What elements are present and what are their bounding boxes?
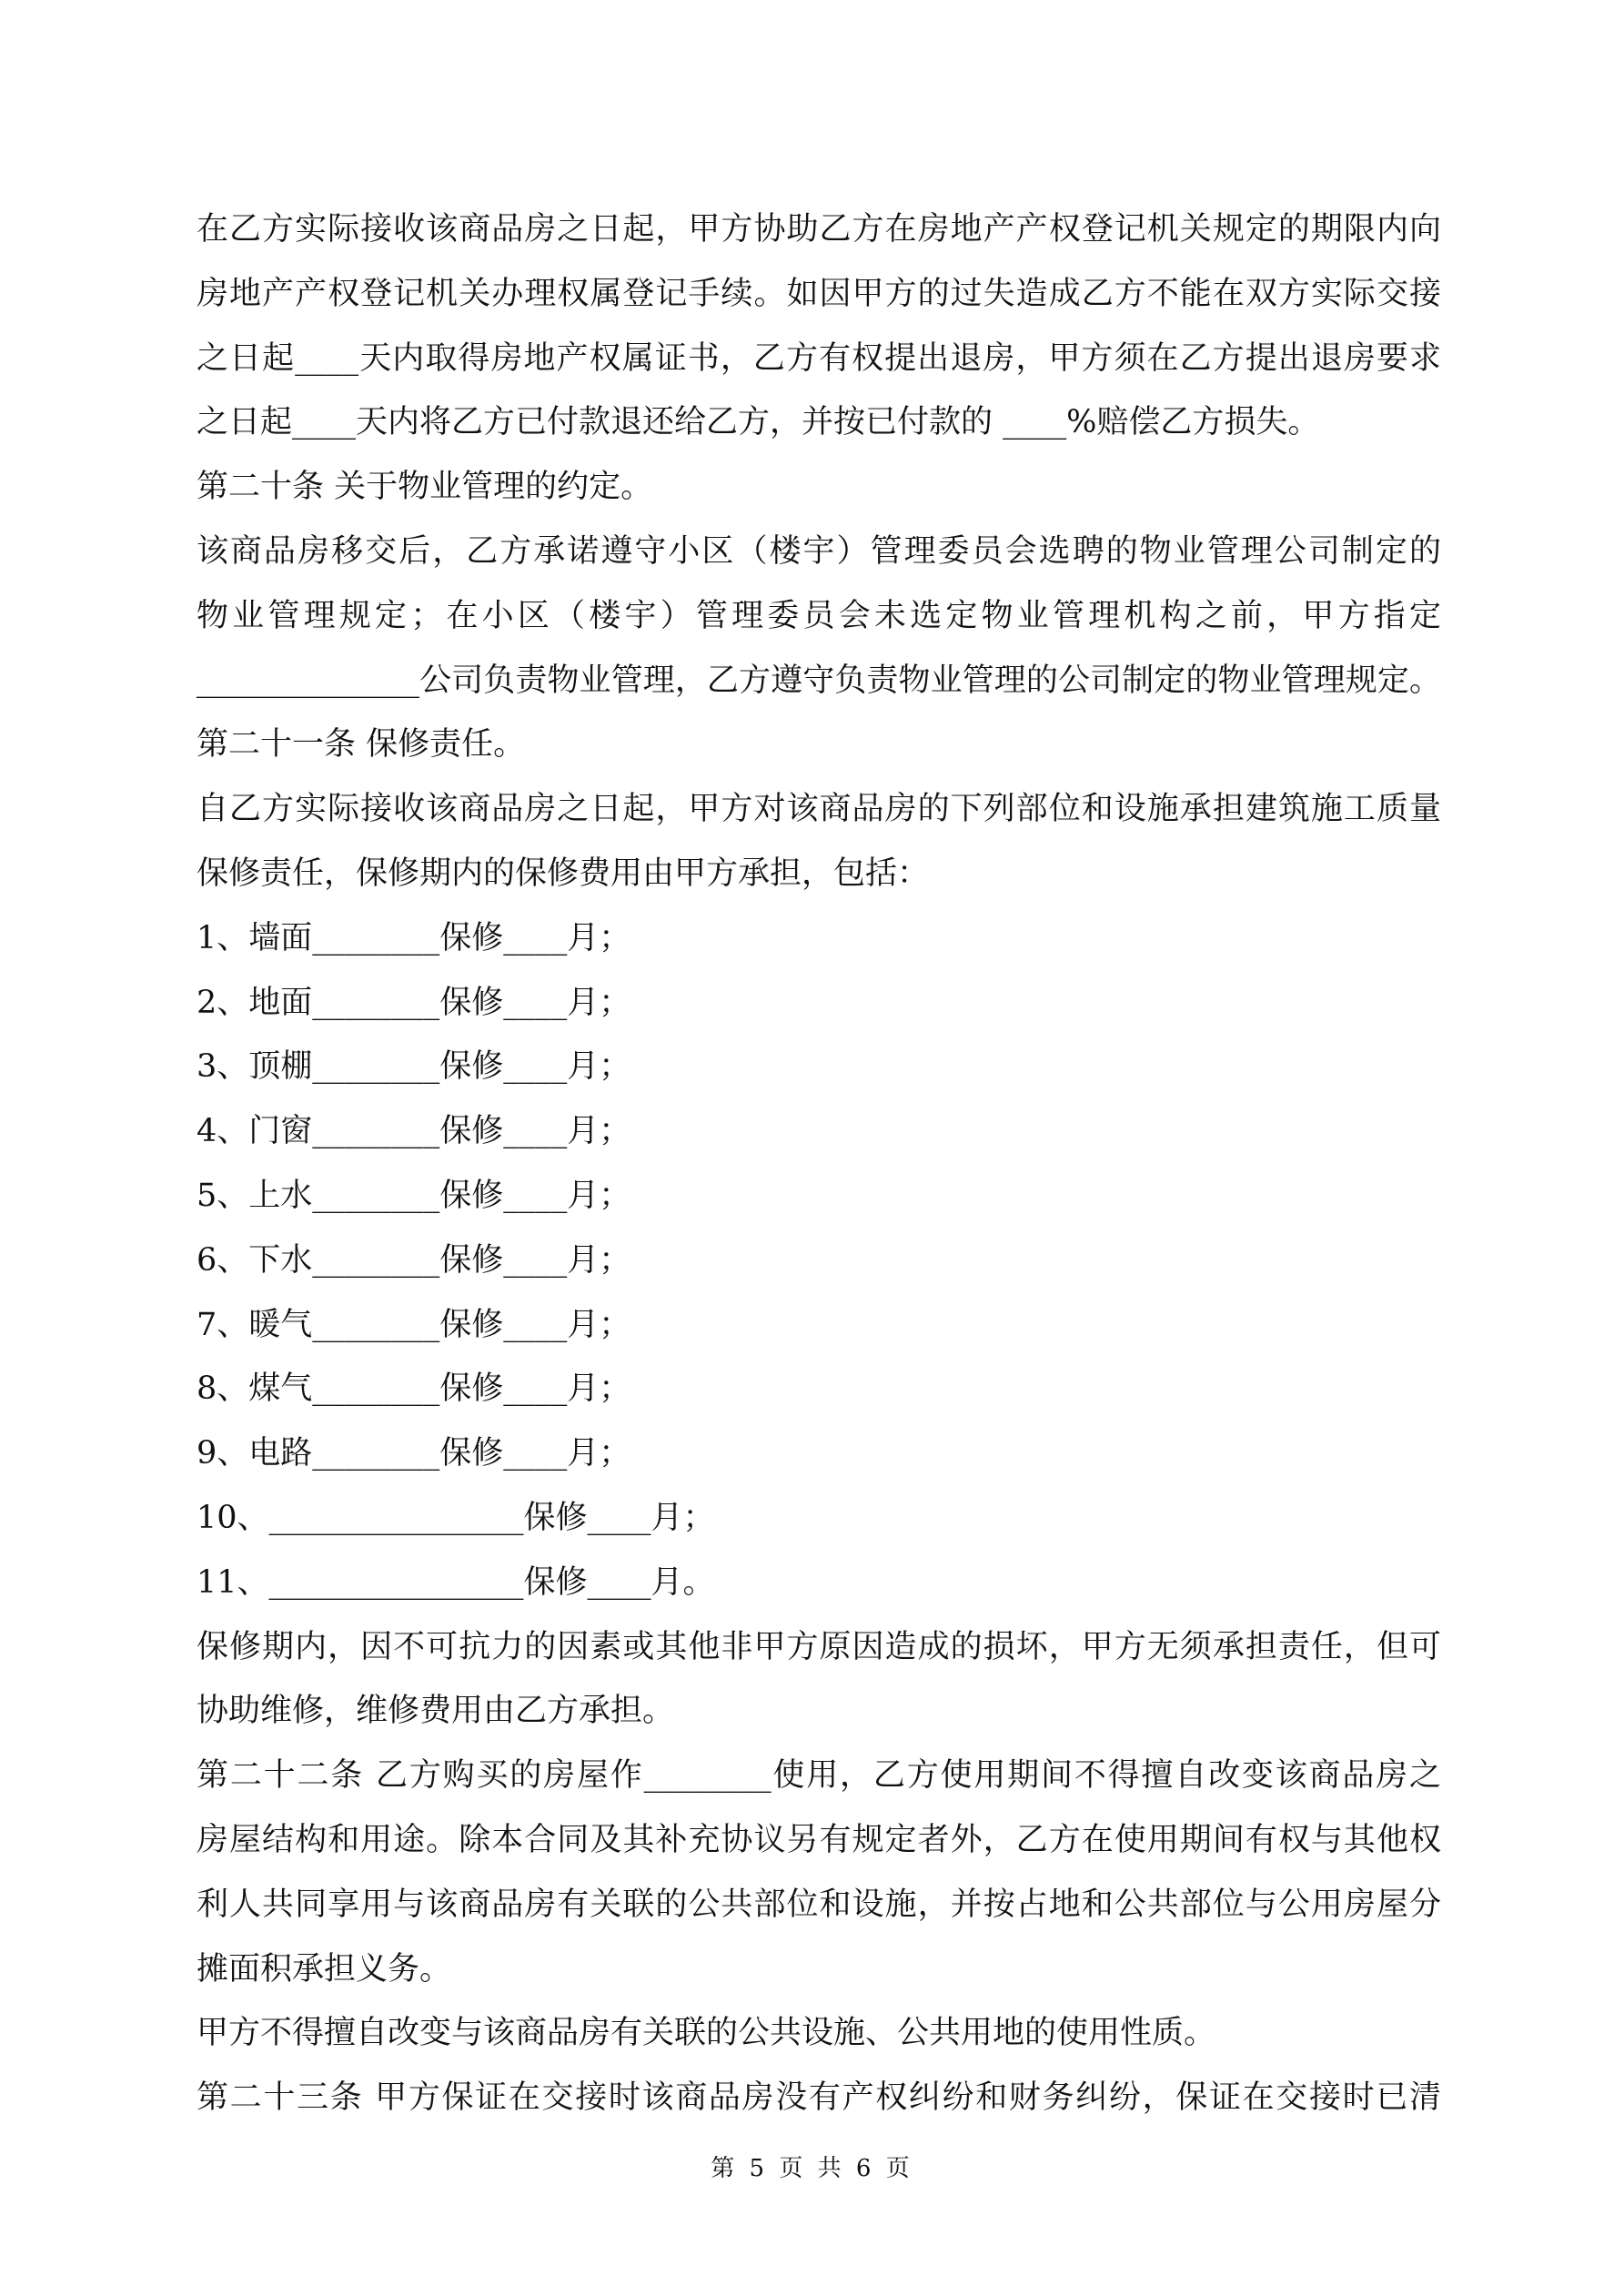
text-line: 该商品房移交后，乙方承诺遵守小区（楼宇）管理委员会选聘的物业管理公司制定的 (197, 533, 1441, 570)
text-line: 之日起____天内将乙方已付款退还给乙方，并按已付款的 ____%赔偿乙方损失。 (197, 404, 1320, 441)
text-line: 房地产产权登记机关办理权属登记手续。如因甲方的过失造成乙方不能在双方实际交接 (197, 275, 1441, 312)
text-line: 之日起____天内取得房地产权属证书，乙方有权提出退房，甲方须在乙方提出退房要求 (197, 339, 1441, 377)
text-line: 3、顶棚________保修____月； (197, 1048, 631, 1086)
text-line: 保修责任，保修期内的保修费用由甲方承担，包括： (197, 855, 930, 892)
text-line: 1、墙面________保修____月； (197, 919, 631, 956)
page-footer: 第 5 页 共 6 页 (711, 2155, 913, 2182)
text-line: 自乙方实际接收该商品房之日起，甲方对该商品房的下列部位和设施承担建筑施工质量 (197, 791, 1441, 828)
text-line: 第二十一条 保修责任。 (197, 726, 526, 764)
text-line: 物业管理规定；在小区（楼宇）管理委员会未选定物业管理机构之前，甲方指定 (197, 597, 1441, 634)
text-line: 利人共同享用与该商品房有关联的公共部位和设施，并按占地和公共部位与公用房屋分 (197, 1886, 1441, 1923)
text-line: 10、________________保修____月； (197, 1500, 715, 1536)
text-line: 第二十条 关于物业管理的约定。 (197, 469, 653, 506)
text-line: 房屋结构和用途。除本合同及其补充协议另有规定者外，乙方在使用期间有权与其他权 (197, 1822, 1441, 1858)
text-line: 摊面积承担义务。 (197, 1950, 452, 1988)
text-line: 11、________________保修____月。 (197, 1563, 715, 1601)
text-line: 2、地面________保修____月； (197, 984, 631, 1021)
text-line: 4、门窗________保修____月； (197, 1113, 631, 1150)
text-line: 第二十三条 甲方保证在交接时该商品房没有产权纠纷和财务纠纷，保证在交接时已清 (197, 2079, 1441, 2117)
text-line: 保修期内，因不可抗力的因素或其他非甲方原因造成的损坏，甲方无须承担责任，但可 (197, 1628, 1441, 1665)
text-line: 7、暖气________保修____月； (197, 1306, 631, 1343)
text-line: 第二十二条 乙方购买的房屋作________使用，乙方使用期间不得擅自改变该商品房之 (197, 1757, 1441, 1795)
text-line: 9、电路________保修____月； (197, 1435, 631, 1472)
text-line: 5、上水________保修____月； (197, 1178, 631, 1214)
text-line: 在乙方实际接收该商品房之日起，甲方协助乙方在房地产产权登记机关规定的期限内向 (197, 211, 1441, 248)
text-line: 8、煤气________保修____月； (197, 1371, 631, 1408)
text-line: 协助维修，维修费用由乙方承担。 (197, 1693, 675, 1730)
text-line: ______________公司负责物业管理，乙方遵守负责物业管理的公司制定的物业管理规定。 (197, 662, 1441, 699)
text-line: 甲方不得擅自改变与该商品房有关联的公共设施、公共用地的使用性质。 (197, 2015, 1216, 2052)
text-line: 6、下水________保修____月； (197, 1241, 631, 1279)
